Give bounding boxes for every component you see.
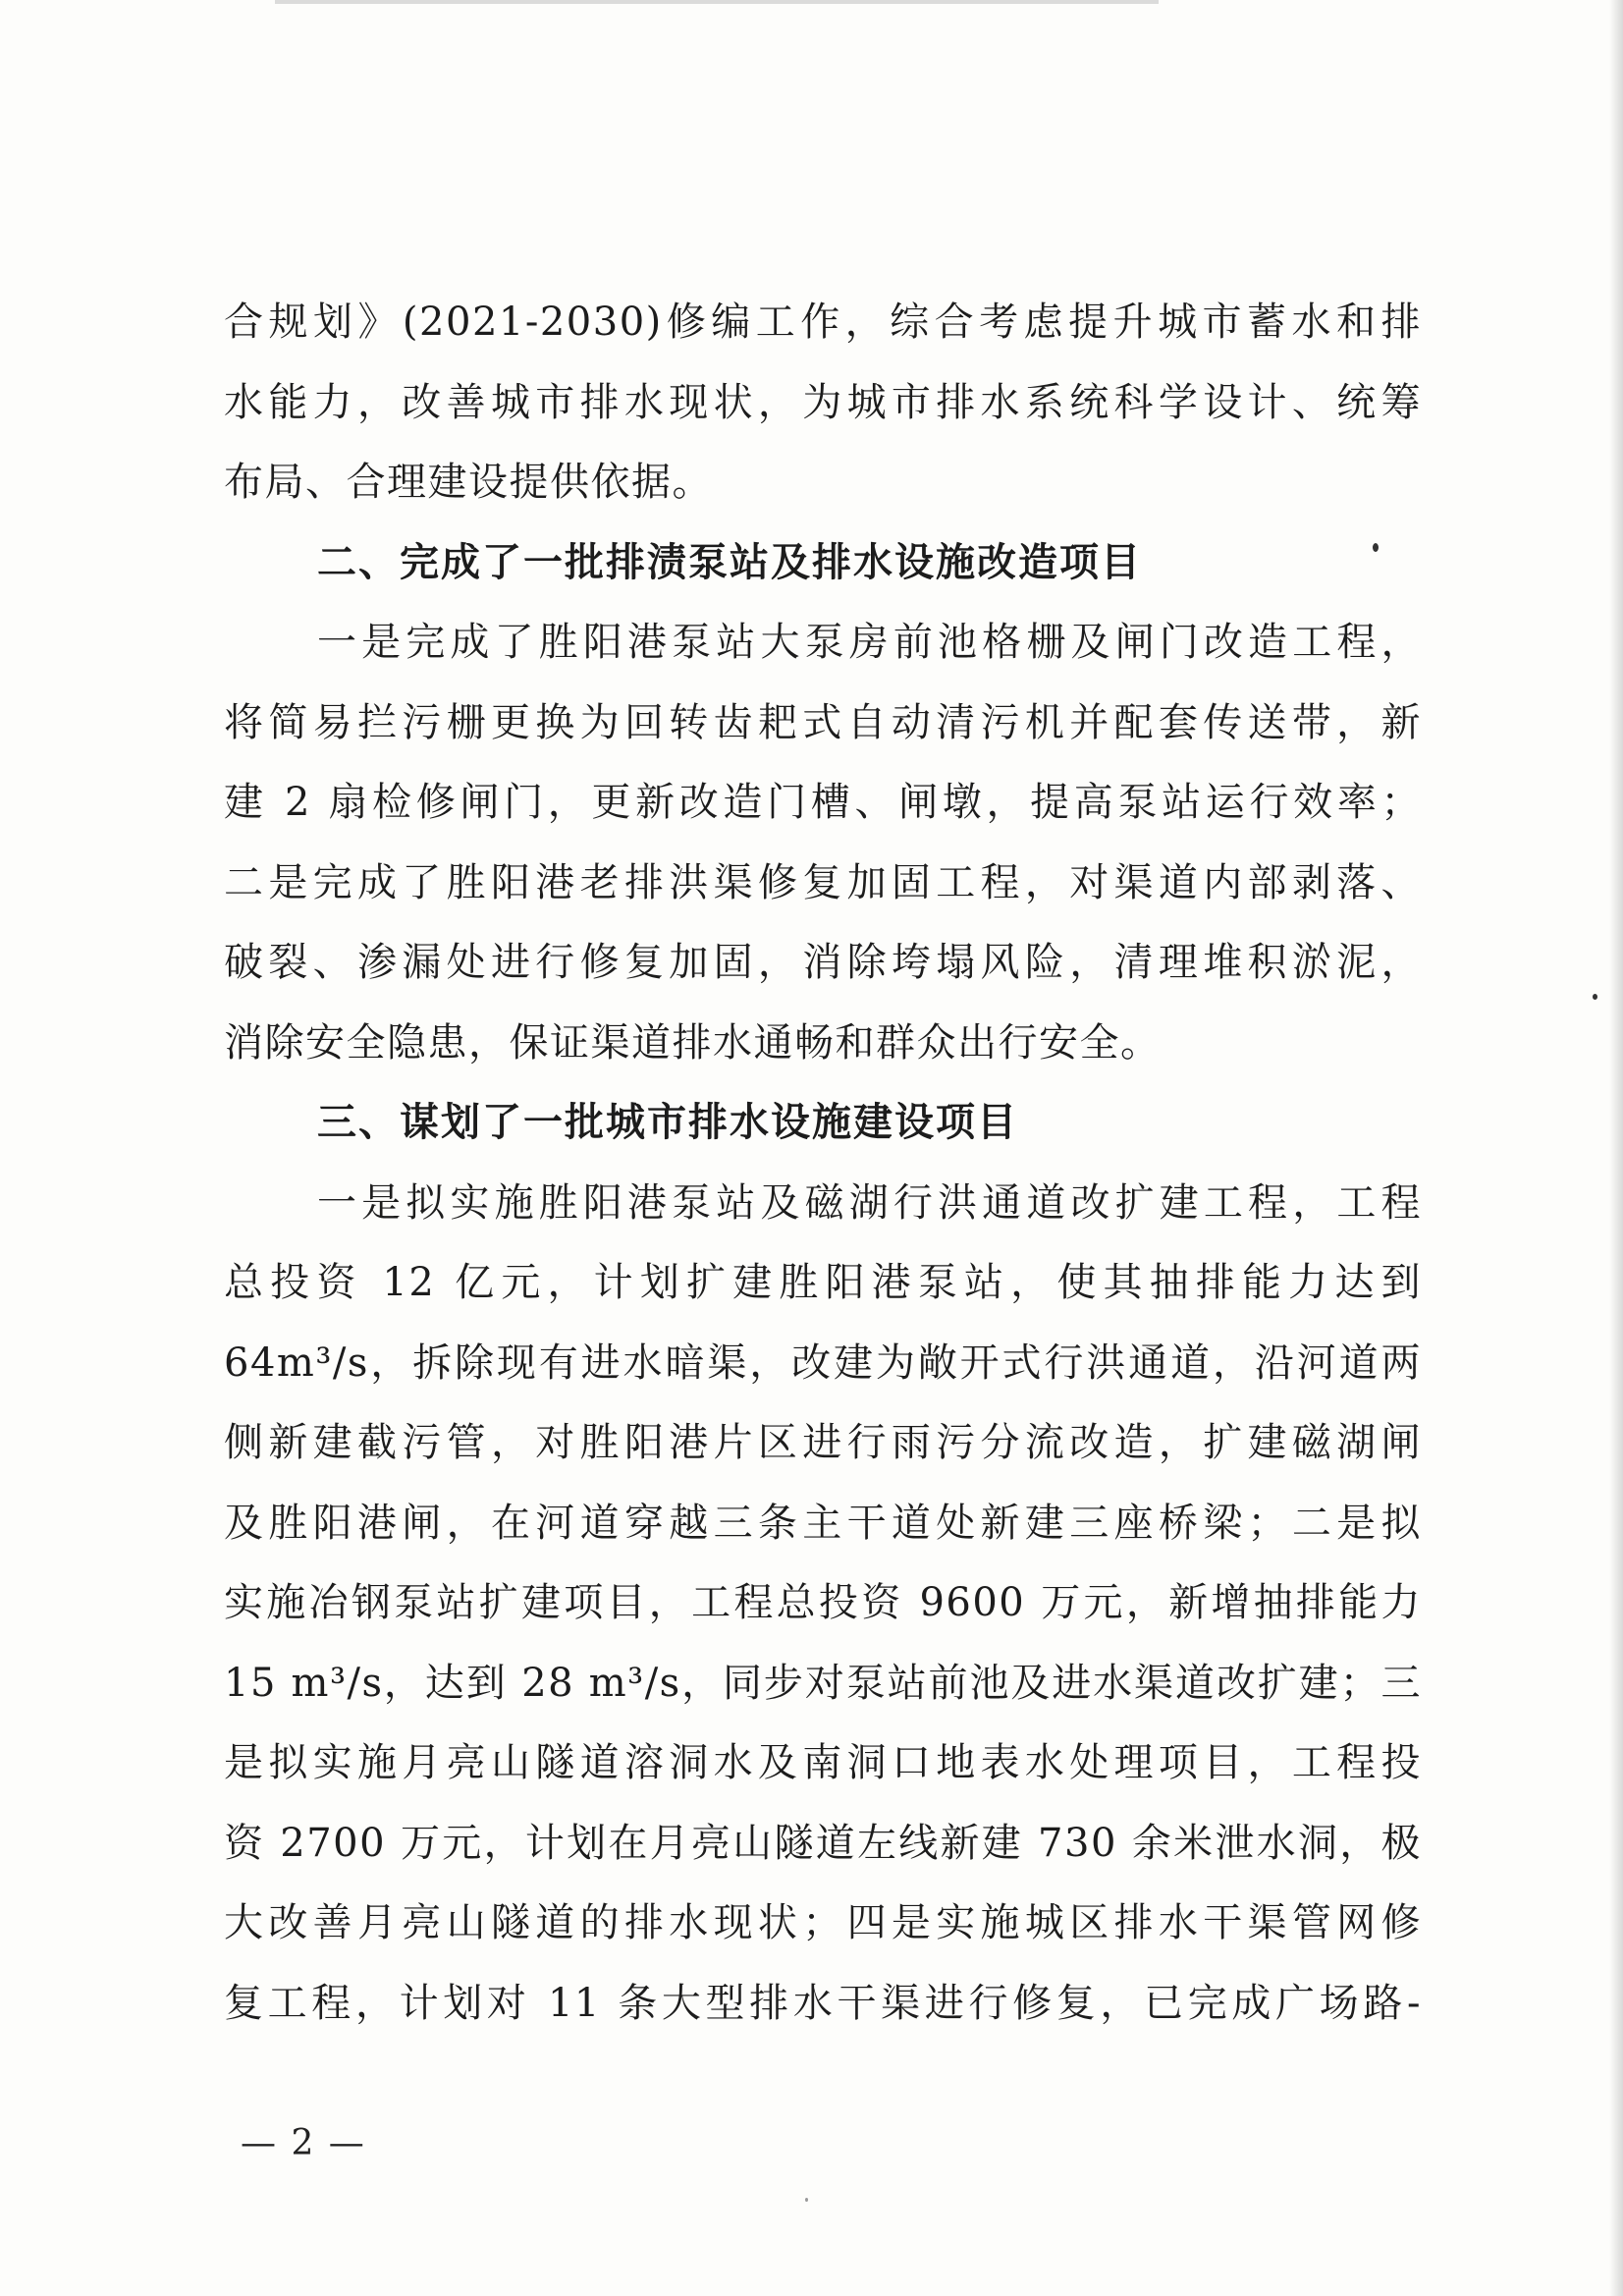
body-line: 合规划》(2021-2030)修编工作，综合考虑提升城市蓄水和排: [224, 300, 1422, 345]
body-line: 建 2 扇检修闸门，更新改造门槽、闸墩，提高泵站运行效率；: [224, 780, 1422, 825]
body-line: 水能力，改善城市排水现状，为城市排水系统科学设计、统筹: [224, 379, 1422, 425]
body-line: 破裂、渗漏处进行修复加固，消除垮塌风险，清理堆积淤泥，: [224, 940, 1422, 985]
body-line: 实施冶钢泵站扩建项目，工程总投资 9600 万元，新增抽排能力: [224, 1580, 1422, 1625]
scan-speck: [1373, 543, 1379, 552]
body-line: 二是完成了胜阳港老排洪渠修复加固工程，对渠道内部剥落、: [224, 859, 1422, 905]
scan-edge-shadow: [1609, 0, 1623, 2296]
body-line: 布局、合理建设提供依据。: [224, 460, 713, 505]
section-heading-2: 二、完成了一批排渍泵站及排水设施改造项目: [317, 539, 1142, 585]
section-heading-3: 三、谋划了一批城市排水设施建设项目: [317, 1100, 1018, 1145]
body-line: 64m³/s，拆除现有进水暗渠，改建为敞开式行洪通道，沿河道两: [224, 1339, 1422, 1386]
body-line: 将简易拦污栅更换为回转齿耙式自动清污机并配套传送带，新: [224, 699, 1422, 745]
body-line: 总投资 12 亿元，计划扩建胜阳港泵站，使其抽排能力达到: [224, 1260, 1422, 1305]
document-body: [224, 283, 1422, 2044]
scan-speck: [805, 2198, 808, 2202]
body-line: 复工程，计划对 11 条大型排水干渠进行修复，已完成广场路-: [224, 1980, 1422, 2026]
page-number: — 2 —: [241, 2123, 366, 2163]
body-line: 一是完成了胜阳港泵站大泵房前池格栅及闸门改造工程，: [317, 620, 1422, 665]
body-line: 消除安全隐患，保证渠道排水通畅和群众出行安全。: [224, 1019, 1162, 1066]
scan-edge-mark: [275, 0, 1159, 4]
body-line: 大改善月亮山隧道的排水现状；四是实施城区排水干渠管网修: [224, 1900, 1422, 1945]
scan-speck: [1593, 994, 1597, 1000]
body-line: 15 m³/s，达到 28 m³/s，同步对泵站前池及进水渠道改扩建；三: [224, 1660, 1422, 1706]
body-line: 侧新建截污管，对胜阳港片区进行雨污分流改造，扩建磁湖闸: [224, 1420, 1422, 1465]
body-line: 一是拟实施胜阳港泵站及磁湖行洪通道改扩建工程，工程: [317, 1179, 1422, 1226]
body-line: 资 2700 万元，计划在月亮山隧道左线新建 730 余米泄水洞，极: [224, 1820, 1422, 1866]
body-line: 是拟实施月亮山隧道溶洞水及南洞口地表水处理项目，工程投: [224, 1740, 1422, 1785]
body-line: 及胜阳港闸，在河道穿越三条主干道处新建三座桥梁；二是拟: [224, 1500, 1422, 1546]
